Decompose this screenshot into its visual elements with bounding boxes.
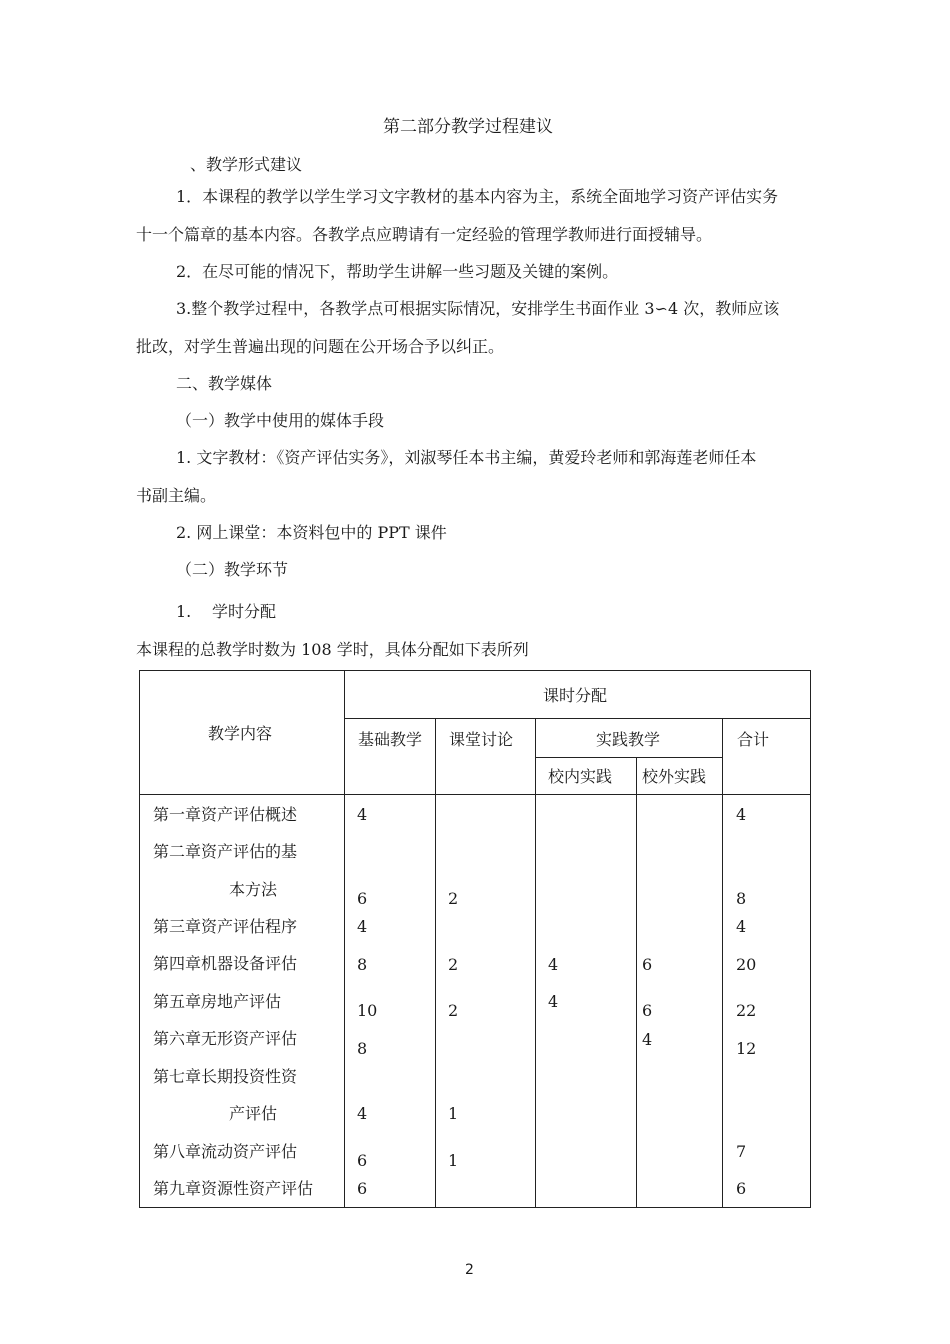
subheading-media-means: （一）教学中使用的媒体手段	[176, 411, 385, 430]
paragraph-3-line-2: 批改，对学生普遍出现的问题在公开场合予以纠正。	[136, 337, 505, 356]
hours-allocation-table	[139, 670, 811, 1208]
row-3-name: 第三章资产评估程序	[153, 917, 298, 936]
row-2-name-line-1: 第二章资产评估的基	[153, 842, 298, 861]
paragraph-3-line-1: 3.整个教学过程中，各教学点可根据实际情况，安排学生书面作业 3∽4 次，教师应该	[176, 299, 780, 318]
table-rule-header-bottom	[139, 794, 811, 795]
table-col-divider-3	[535, 718, 536, 1208]
table-intro: 本课程的总教学时数为 108 学时，具体分配如下表所列	[136, 640, 529, 659]
row-6-name: 第六章无形资产评估	[153, 1029, 298, 1048]
subheading-teaching-stages: （二）教学环节	[176, 560, 289, 579]
table-col-divider-2	[435, 718, 436, 1208]
row-7-basic: 4	[357, 1104, 368, 1123]
row-8-discuss: 1	[448, 1151, 459, 1170]
header-total: 合计	[737, 730, 770, 749]
row-9-total: 6	[736, 1179, 747, 1198]
table-border-left	[139, 670, 140, 1208]
header-teaching-content: 教学内容	[208, 724, 273, 743]
table-col-divider-4	[636, 757, 637, 1208]
row-1-name: 第一章资产评估概述	[153, 805, 298, 824]
row-7-name-line-1: 第七章长期投资性资	[153, 1067, 298, 1086]
table-border-bottom	[139, 1207, 811, 1208]
paragraph-2: 2．在尽可能的情况下，帮助学生讲解一些习题及关键的案例。	[176, 262, 619, 281]
row-1-total: 4	[736, 805, 747, 824]
row-5-out-school: 6	[642, 1001, 653, 1020]
item-hours-number: 1.	[176, 602, 192, 621]
page-number: 2	[465, 1262, 474, 1278]
paragraph-1-line-1: 1．本课程的教学以学生学习文字教材的基本内容为主，系统全面地学习资产评估实务	[176, 187, 779, 206]
row-2-name-line-2: 本方法	[229, 880, 278, 899]
row-6-out-school: 4	[642, 1030, 653, 1049]
item-textbook-line-1: 1. 文字教材：《资产评估实务》，刘淑琴任本书主编，黄爱玲老师和郭海莲老师任本	[176, 448, 757, 467]
row-5-basic: 10	[357, 1001, 378, 1020]
header-basic-teaching: 基础教学	[358, 730, 423, 749]
row-8-total: 7	[736, 1142, 747, 1161]
row-4-discuss: 2	[448, 955, 459, 974]
row-5-discuss: 2	[448, 1001, 459, 1020]
row-5-in-school: 4	[548, 992, 559, 1011]
table-col-divider-1	[344, 670, 345, 1208]
row-5-name: 第五章房地产评估	[153, 992, 282, 1011]
row-8-basic: 6	[357, 1151, 368, 1170]
section-heading-teaching-form: 、教学形式建议	[190, 155, 303, 174]
row-9-basic: 6	[357, 1179, 368, 1198]
row-5-total: 22	[736, 1001, 757, 1020]
row-2-discuss: 2	[448, 889, 459, 908]
row-7-name-line-2: 产评估	[229, 1104, 278, 1123]
row-8-name: 第八章流动资产评估	[153, 1142, 298, 1161]
table-rule-practice	[535, 757, 722, 758]
row-2-total: 8	[736, 889, 747, 908]
item-online-class: 2. 网上课堂：本资料包中的 PPT 课件	[176, 523, 447, 542]
table-rule-hours	[344, 718, 811, 719]
item-hours-label: 学时分配	[212, 602, 277, 621]
row-1-basic: 4	[357, 805, 368, 824]
row-6-total: 12	[736, 1039, 757, 1058]
row-4-out-school: 6	[642, 955, 653, 974]
row-6-basic: 8	[357, 1039, 368, 1058]
row-7-discuss: 1	[448, 1104, 459, 1123]
row-4-name: 第四章机器设备评估	[153, 954, 298, 973]
header-practice-teaching: 实践教学	[596, 730, 661, 749]
header-out-school-practice: 校外实践	[642, 767, 707, 786]
item-textbook-line-2: 书副主编。	[136, 486, 217, 505]
header-in-school-practice: 校内实践	[548, 767, 613, 786]
row-4-total: 20	[736, 955, 757, 974]
row-2-basic: 6	[357, 889, 368, 908]
header-hours-allocation: 课时分配	[543, 686, 608, 705]
table-border-top	[139, 670, 811, 671]
section-heading-media: 二、教学媒体	[176, 374, 273, 393]
paragraph-1-line-2: 十一个篇章的基本内容。各教学点应聘请有一定经验的管理学教师进行面授辅导。	[136, 225, 713, 244]
page-title: 第二部分教学过程建议	[383, 117, 553, 137]
row-4-basic: 8	[357, 955, 368, 974]
row-3-basic: 4	[357, 917, 368, 936]
row-4-in-school: 4	[548, 955, 559, 974]
table-border-right	[810, 670, 811, 1208]
table-col-divider-5	[722, 718, 723, 1208]
row-9-name: 第九章资源性资产评估	[153, 1179, 314, 1198]
header-class-discussion: 课堂讨论	[449, 730, 514, 749]
row-3-total: 4	[736, 917, 747, 936]
